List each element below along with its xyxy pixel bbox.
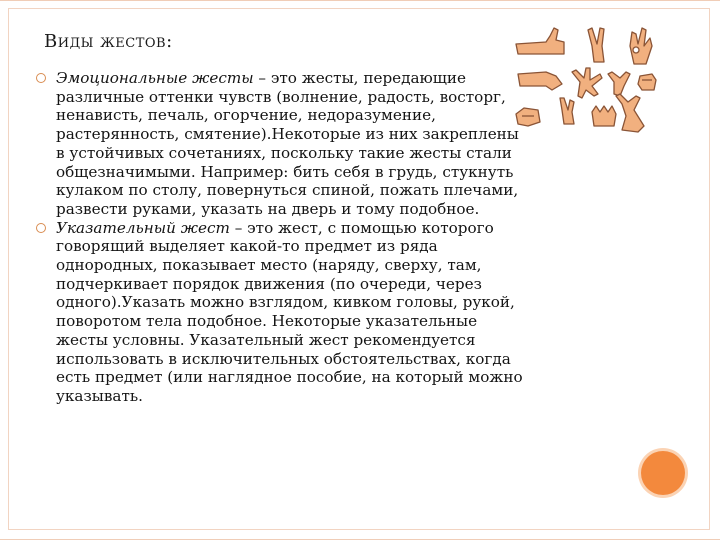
bullet-item-pointing bbox=[36, 219, 532, 406]
decorative-orange-circle bbox=[641, 451, 685, 495]
item-text: – это жест, с помощью которого говорящий выделяет какой-то предмет из ряда однородных, показывает место (наряду, сверху, там, подчеркивает порядок движения (по очереди, через одного).Указать можно взглядом, кивком головы, рукой, поворотом тела подобное. Некоторые указательные жесты условны. Указательный жест рекомендуется использовать в исключительных обстоятельствах, когда есть предмет (или наглядное пособие, на который можно указывать. bbox=[56, 218, 523, 405]
bullet-icon bbox=[36, 223, 46, 233]
fist-hand-icon bbox=[638, 74, 656, 90]
bullet-icon bbox=[36, 73, 46, 83]
top-rule bbox=[0, 0, 720, 1]
thumbs-up-hand-icon bbox=[516, 28, 564, 54]
fist-side-hand-icon bbox=[516, 108, 540, 126]
hand-gestures-illustration bbox=[512, 20, 672, 140]
item-term: Эмоциональные жесты bbox=[56, 69, 254, 87]
rock-hand-icon bbox=[560, 98, 574, 124]
item-text: – это жесты, передающие различные оттенки чувств (волнение, радость, восторг, ненависть, печаль, огорчение, недоразумение, растерянность, смятение).Некоторые из них закреплены в устойчивых сочетаниях, поскольку такие жесты стали общезначимыми. Например: бить себя в грудь, стукнуть кулаком по столу, повернуться спиной, пожать плечами, развести руками, указать на дверь и тому подобное. bbox=[56, 69, 519, 218]
three-fingers-hand-icon bbox=[592, 106, 616, 126]
ok-hand-icon bbox=[630, 28, 652, 64]
spread-fingers-hand-icon bbox=[572, 68, 602, 98]
raised-arm-hand-icon bbox=[616, 94, 644, 132]
slide-body bbox=[36, 69, 532, 406]
victory-hand-icon bbox=[588, 28, 604, 62]
slide-title: Виды жестов: bbox=[44, 31, 173, 52]
pointing-hand-icon bbox=[608, 72, 630, 96]
item-term: Указательный жест bbox=[56, 218, 230, 237]
bullet-item-emotional bbox=[36, 69, 532, 219]
open-palm-hand-icon bbox=[518, 72, 562, 90]
